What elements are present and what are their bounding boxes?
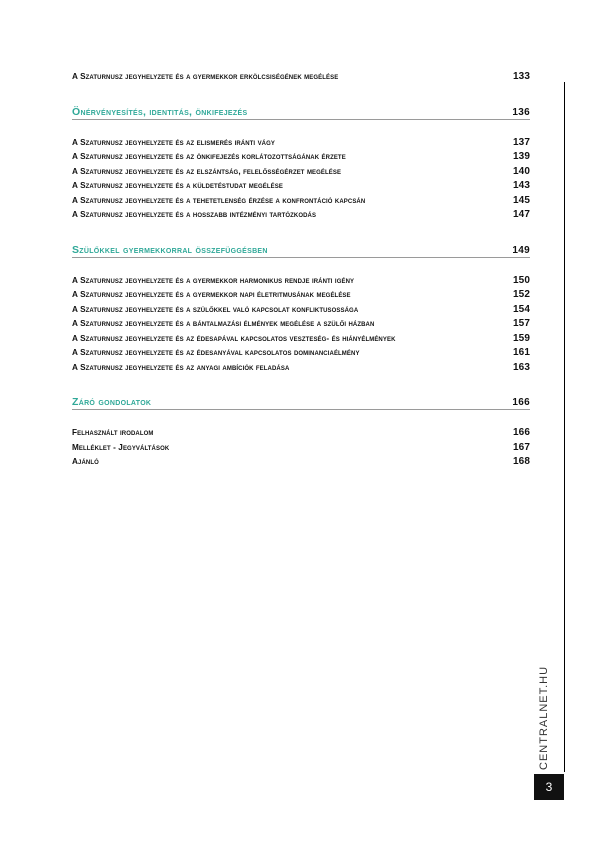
toc-section-heading[interactable] — [72, 393, 530, 410]
toc-entry-page: 143 — [513, 180, 530, 191]
toc-entry[interactable] — [72, 426, 530, 441]
toc-entry-page: 150 — [513, 274, 530, 286]
toc-entry[interactable] — [72, 70, 530, 85]
toc-entry-page: 139 — [513, 151, 530, 162]
toc-entry[interactable] — [72, 317, 530, 332]
toc-section-heading[interactable] — [72, 241, 530, 258]
toc-entry[interactable] — [72, 208, 530, 223]
site-label: CENTRALNET.HU — [538, 665, 550, 770]
toc-entry-page: 157 — [513, 318, 530, 329]
toc-entry[interactable] — [72, 165, 530, 180]
toc-entry-page: 163 — [513, 361, 530, 373]
toc-entry-page: 167 — [513, 441, 530, 453]
toc-entry[interactable] — [72, 274, 530, 289]
section-page: 166 — [512, 397, 530, 408]
toc-entry[interactable] — [72, 455, 530, 470]
toc-entry[interactable] — [72, 361, 530, 376]
toc-entry[interactable] — [72, 346, 530, 361]
toc-section-heading[interactable] — [72, 103, 530, 120]
toc-entry-title: Ajánló — [72, 457, 99, 466]
toc-entry-page: 154 — [513, 303, 530, 315]
toc-entry-page: 133 — [513, 71, 530, 82]
toc-entry-title: A Szaturnusz jegyhelyzete és a küldetéstudat megélése — [72, 181, 283, 190]
toc-entry-page: 145 — [513, 194, 530, 206]
toc-entry-page: 166 — [513, 427, 530, 438]
section-title: Szülőkkel gyermekkorral összefüggésben — [72, 243, 268, 256]
toc-entry-title: A Szaturnusz jegyhelyzete és a hosszabb intézményi tartózkodás — [72, 210, 317, 219]
toc-entry-page: 137 — [513, 136, 530, 148]
toc-entry[interactable] — [72, 179, 530, 194]
toc-entry-page: 161 — [513, 347, 530, 358]
toc-entry-title: A Szaturnusz jegyhelyzete és az édesapával kapcsolatos veszteség- és hiányélmények — [72, 333, 396, 343]
toc-entry-page: 152 — [513, 289, 530, 300]
toc-entry[interactable] — [72, 150, 530, 165]
toc-entry-title: A Szaturnusz jegyhelyzete és az önkifejezés korlátozottságának érzete — [72, 152, 346, 161]
section-title: Záró gondolatok — [72, 396, 152, 408]
toc-entry-title: Melléklet - Jegyváltások — [72, 442, 170, 452]
toc-entry-title: A Szaturnusz jegyhelyzete és a gyermekkor erkölcsiségének megélése — [72, 72, 339, 81]
toc-entry-page: 168 — [513, 456, 530, 467]
toc-entry-title: A Szaturnusz jegyhelyzete és a tehetetlenség érzése a konfrontáció kapcsán — [72, 195, 366, 205]
toc-entry-title: Felhasznált irodalom — [72, 428, 154, 437]
toc-entry[interactable] — [72, 136, 530, 151]
page-number-box — [534, 774, 564, 800]
toc-entry-page: 140 — [513, 165, 530, 177]
toc-entry-title: A Szaturnusz jegyhelyzete és a gyermekkor harmonikus rendje iránti igény — [72, 275, 355, 285]
toc-entry-title: A Szaturnusz jegyhelyzete és az anyagi ambíciók feladása — [72, 362, 290, 372]
toc-entry-title: A Szaturnusz jegyhelyzete és a szülőkkel való kapcsolat konfliktusossága — [72, 304, 359, 314]
table-of-contents — [72, 70, 530, 470]
section-title: Önérvényesítés, identitás, önkifejezés — [72, 105, 248, 118]
toc-entry[interactable] — [72, 194, 530, 209]
page-number: 3 — [545, 780, 553, 794]
toc-entry[interactable] — [72, 441, 530, 456]
toc-entry-title: A Szaturnusz jegyhelyzete és az elszántság, felelősségérzet megélése — [72, 166, 342, 176]
toc-entry-page: 147 — [513, 209, 530, 220]
margin-rule — [564, 82, 565, 772]
section-page: 149 — [512, 244, 530, 256]
section-page: 136 — [512, 106, 530, 118]
toc-entry[interactable] — [72, 303, 530, 318]
toc-entry-page: 159 — [513, 332, 530, 344]
toc-entry-title: A Szaturnusz jegyhelyzete és az elismerés iránti vágy — [72, 137, 275, 147]
toc-entry-title: A Szaturnusz jegyhelyzete és a bántalmazási élmények megélése a szülői házban — [72, 319, 375, 328]
toc-entry[interactable] — [72, 288, 530, 303]
toc-entry-title: A Szaturnusz jegyhelyzete és az édesanyával kapcsolatos dominanciaélmény — [72, 348, 360, 357]
toc-entry[interactable] — [72, 332, 530, 347]
toc-entry-title: A Szaturnusz jegyhelyzete és a gyermekkor napi életritmusának megélése — [72, 290, 351, 299]
